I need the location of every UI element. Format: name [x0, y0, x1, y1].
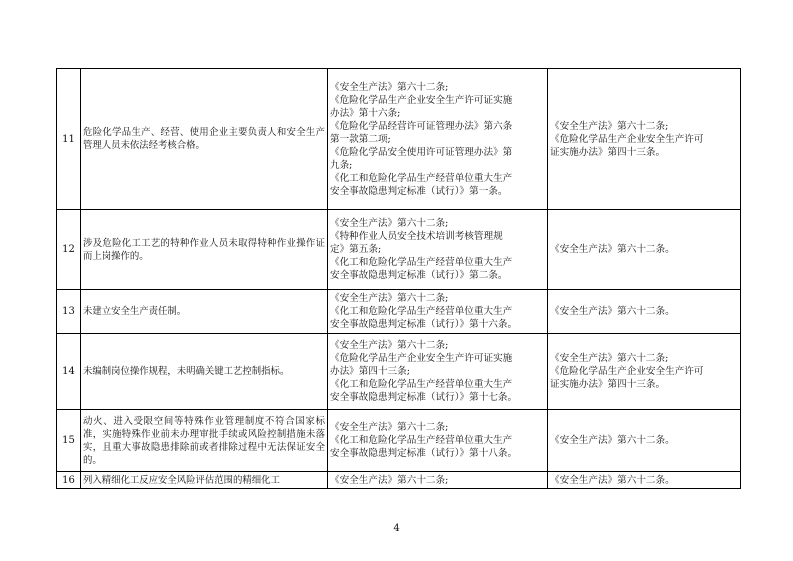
hazard-description: 未建立安全生产责任制。 — [81, 290, 328, 334]
basis-line: 《化工和危险化学品生产经营单位重大生产 — [330, 257, 513, 268]
penalty-basis-cell — [548, 69, 741, 210]
penalty-basis-cell — [548, 210, 741, 290]
basis-line: 《安全生产法》第六十二条; — [330, 293, 449, 304]
table-row — [57, 210, 741, 290]
basis-line: 《化工和危险化学品生产经营单位重大生产 — [330, 435, 513, 446]
basis-line: 《安全生产法》第六十二条; — [330, 474, 449, 486]
basis-line: 安全事故隐患判定标准（试行）》第十八条。 — [330, 448, 518, 459]
penalty-line: 《安全生产法》第六十二条。 — [550, 435, 675, 446]
basis-line: 《安全生产法》第六十二条; — [330, 340, 449, 351]
basis-line: 《化工和危险化学品生产经营单位重大生产 — [330, 379, 513, 390]
basis-line: 安全事故隐患判定标准（试行）》第十七条。 — [330, 392, 518, 403]
table-row — [57, 334, 741, 410]
penalty-line: 《危险化学品生产企业安全生产许可 — [550, 133, 704, 145]
table-row — [57, 410, 741, 472]
table-row — [57, 472, 741, 489]
penalty-basis-cell — [548, 334, 741, 410]
basis-line: 《危险化学品经营许可证管理办法》第六条 — [330, 120, 513, 132]
basis-line: 《化工和危险化学品生产经营单位重大生产 — [330, 172, 513, 184]
penalty-line: 《危险化学品生产企业安全生产许可 — [550, 366, 704, 377]
penalty-line: 《安全生产法》第六十二条; — [550, 120, 669, 132]
table-row — [57, 69, 741, 210]
legal-basis-cell — [328, 334, 548, 410]
basis-line: 《危险化学品生产企业安全生产许可证实施 — [330, 353, 513, 364]
row-number: 11 — [57, 69, 81, 210]
penalty-line: 证实施办法》第四十三条。 — [550, 146, 666, 158]
basis-line: 定》第五条; — [330, 244, 382, 255]
basis-line: 安全事故隐患判定标准（试行）》第一条。 — [330, 185, 508, 197]
penalty-line: 《安全生产法》第六十二条。 — [550, 306, 675, 317]
penalty-line: 《安全生产法》第六十二条。 — [550, 474, 675, 486]
table-row — [57, 290, 741, 334]
basis-line: 《安全生产法》第六十二条; — [330, 422, 449, 433]
legal-basis-cell — [328, 472, 548, 489]
row-number: 14 — [57, 334, 81, 410]
penalty-basis-cell — [548, 410, 741, 472]
legal-basis-cell — [328, 290, 548, 334]
basis-line: 《特种作业人员安全技术培训考核管理规 — [330, 231, 503, 242]
basis-line: 《化工和危险化学品生产经营单位重大生产 — [330, 306, 513, 317]
basis-line: 办法》第四十三条; — [330, 366, 410, 377]
hazard-description: 未编制岗位操作规程，未明确关键工艺控制指标。 — [81, 334, 328, 410]
basis-line: 第一款第二项; — [330, 133, 391, 145]
basis-line: 《危险化学品生产企业安全生产许可证实施 — [330, 94, 513, 106]
page-number: 4 — [393, 523, 400, 534]
penalty-line: 证实施办法》第四十三条。 — [550, 379, 666, 390]
legal-basis-cell — [328, 210, 548, 290]
hazard-description: 列入精细化工反应安全风险评估范围的精细化工 — [81, 472, 328, 489]
basis-line: 《危险化学品安全使用许可证管理办法》第 — [330, 146, 513, 158]
basis-line: 安全事故隐患判定标准（试行）》第二条。 — [330, 270, 508, 281]
basis-line: 《安全生产法》第六十二条; — [330, 218, 449, 229]
hazard-description: 动火、进入受限空间等特殊作业管理制度不符合国家标准，实施特殊作业前未办理审批手续或风险控制措施未落实，且重大事故隐患排除前或者排除过程中无法保证安全的。 — [81, 410, 328, 472]
regulation-table — [56, 68, 741, 489]
row-number: 12 — [57, 210, 81, 290]
penalty-line: 《安全生产法》第六十二条。 — [550, 244, 675, 255]
basis-line: 办法》第十六条; — [330, 107, 401, 119]
legal-basis-cell — [328, 410, 548, 472]
penalty-basis-cell — [548, 290, 741, 334]
legal-basis-cell — [328, 69, 548, 210]
basis-line: 安全事故隐患判定标准（试行）》第十六条。 — [330, 319, 518, 330]
basis-line: 《安全生产法》第六十二条; — [330, 81, 449, 93]
hazard-description: 涉及危险化工工艺的特种作业人员未取得特种作业操作证而上岗操作的。 — [81, 210, 328, 290]
basis-line: 九条; — [330, 159, 353, 171]
row-number: 16 — [57, 472, 81, 489]
penalty-basis-cell — [548, 472, 741, 489]
row-number: 15 — [57, 410, 81, 472]
penalty-line: 《安全生产法》第六十二条; — [550, 353, 669, 364]
hazard-description: 危险化学品生产、经营、使用企业主要负责人和安全生产管理人员未依法经考核合格。 — [81, 69, 328, 210]
row-number: 13 — [57, 290, 81, 334]
